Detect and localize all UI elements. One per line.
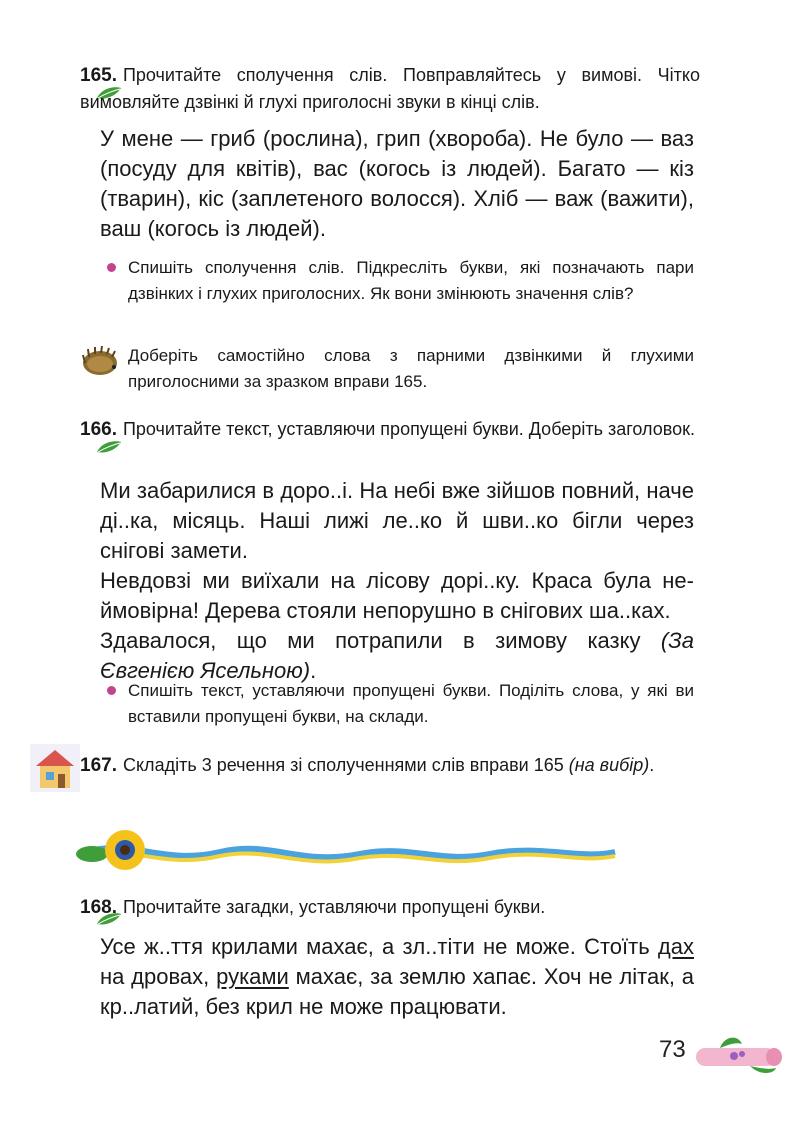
exercise-instruction: Складіть 3 речення зі сполученнями слів вправи 165 (122, 755, 569, 775)
exercise-number: 167. (80, 755, 117, 776)
riddle-text: махає, за землю хапає. Хоч не літак, а кр..латий, без крил не може працювати. (100, 964, 694, 1019)
exercise-167-header (80, 752, 700, 779)
underlined-word: дах (657, 934, 694, 959)
exercise-instruction: Прочитайте текст, уставляючи пропущені букви. Доберіть заголовок. (122, 419, 695, 439)
reading-paragraph (100, 626, 694, 686)
instruction-note: (на вибір) (568, 755, 650, 775)
exercise-instruction: Прочитайте загадки, уставляючи пропущені букви. (122, 897, 546, 917)
exercise-165-header (80, 62, 700, 115)
reading-paragraph: Ми забарилися в доро..і. На небі вже зійшов повний, наче ді..ка, місяць. Наші лижі ле..ко й шви..ко бігли через снігові замети. (100, 478, 694, 563)
exercise-166-task: Спишіть текст, уставляючи пропущені букви. Поділіть слова, у які ви вставили пропущені букви, на склади. (128, 681, 694, 726)
exercise-166-text (100, 476, 694, 686)
page-number: 73 (659, 1036, 686, 1063)
bullet-icon (107, 263, 116, 272)
bullet-icon (107, 686, 116, 695)
text-source: (За Євгенією Ясельною) (100, 628, 694, 683)
exercise-168-text (100, 932, 694, 1022)
riddle-text: Усе ж..ття крилами махає, а зл..тіти не може. Стоїть (100, 934, 658, 959)
exercise-166-header (80, 416, 700, 443)
exercise-165-task: Спишіть сполучення слів. Підкресліть букви, які позначають пари дзвінких і глухих приголосних. Як вони змінюють значення слів? (128, 258, 694, 303)
exercise-instruction: Прочитайте сполучення слів. Повправляйтесь у вимові. Чітко вимовляйте дзвінкі й глухі приголосні звуки в кінці слів. (80, 65, 700, 112)
riddle-text: на дровах, (100, 964, 217, 989)
underlined-word: руками (216, 964, 289, 989)
punctuation: . (310, 658, 317, 683)
punctuation: . (649, 755, 655, 775)
exercise-165-extra-task: Доберіть самостійно слова з парними дзвінкими й глухими приголосними за зразком вправи 165. (128, 346, 694, 391)
reading-paragraph: Невдовзі ми виїхали на лісову дорі..ку. Краса була неймовірна! Дерева стояли непорушно в снігових ша..ках. (100, 568, 694, 623)
exercise-number: 165. (80, 65, 117, 86)
reading-paragraph: У мене — гриб (рослина), грип (хвороба). Не було — ваз (посуду для квітів), вас (когось із людей). Багато — кіз (тварин), кіс (заплетеного волосся). Хліб — важ (важити), ваш (когось із людей). (100, 126, 694, 241)
exercise-168-header (80, 894, 700, 921)
hedgehog-icon (80, 345, 120, 377)
exercise-number: 166. (80, 419, 117, 440)
sunflower-ribbon-divider (70, 826, 620, 876)
exercise-number: 168. (80, 897, 117, 918)
reading-sentence: Здавалося, що ми потрапили в зимову казку (100, 628, 661, 653)
exercise-165-text (100, 124, 694, 244)
house-icon (30, 744, 80, 792)
riddle-paragraph (100, 932, 694, 1022)
scroll-flower-icon (690, 1030, 790, 1080)
sunflower-icon (105, 830, 145, 870)
